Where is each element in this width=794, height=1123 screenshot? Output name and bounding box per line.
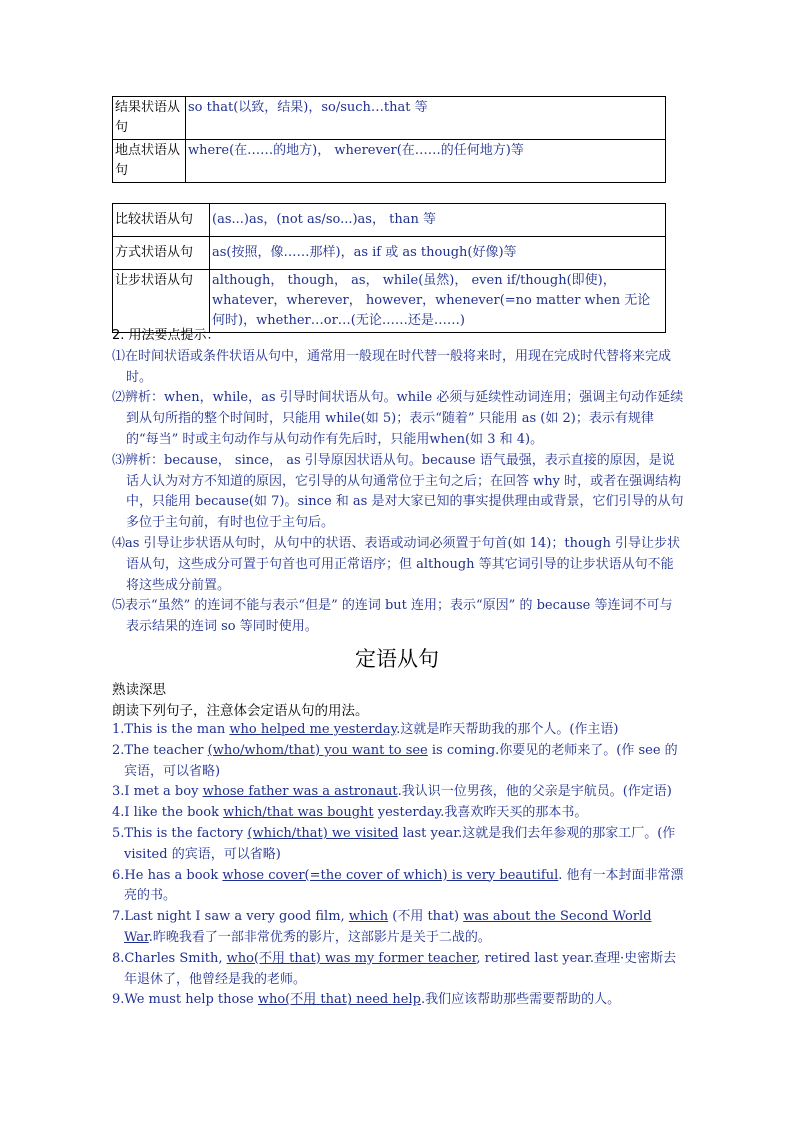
row-value: (as...)as，(not as/so...)as， than 等 — [210, 204, 666, 237]
table-row — [113, 237, 666, 270]
row-label: 结果状语从句 — [113, 97, 186, 140]
table-row — [113, 270, 666, 333]
list-item — [112, 990, 684, 1011]
intro-line-1: 熟读深思 — [112, 682, 166, 698]
row-value: as(按照，像……那样)，as if 或 as though(好像)等 — [210, 237, 666, 270]
sentence-text: (不用 that) — [388, 909, 464, 925]
sentence-text: 9.We must help those — [112, 992, 258, 1008]
note-item: ⑶辨析：because， since， as 引导原因状语从句。because 语气最强，表示直接的原因，是说话人认为对方不知道的原因，它引导的从句通常位于主句之后；在回答 why 时，或者在强调结构中，只能用 because(如 7)。since 和 as 是对大家已知的事实提供理由或背景，它们引导的从句多位于主句前，有时也位于主句后。 — [112, 452, 684, 531]
notes-heading: 2. 用法要点提示： — [112, 328, 220, 343]
clause-underline: who helped me yesterday — [229, 722, 397, 737]
sentence-text: , retired last year.查理·史密斯去年退休了，他曾经是我的老师。 — [124, 950, 677, 987]
note-item: ⑸表示“虽然” 的连词不能与表示“但是” 的连词 but 连用；表示“原因” 的 because 等连词不可与表示结果的连词 so 等同时使用。 — [112, 598, 673, 635]
table-row — [113, 204, 666, 237]
sentence-text: yesterday.我喜欢昨天买的那本书。 — [373, 805, 588, 821]
sentence-text: 6.He has a book — [112, 867, 223, 883]
row-value: where(在……的地方)， wherever(在……的任何地方)等 — [186, 140, 666, 183]
sentence-text: 2.The teacher — [112, 742, 208, 758]
sentence-text: .我认识一位男孩，他的父亲是宇航员。(作定语) — [397, 784, 672, 800]
sentence-text: 3.I met a boy — [112, 784, 203, 800]
list-item — [112, 741, 684, 783]
clause-underline: which — [348, 909, 389, 925]
sentence-text: 5.This is the factory — [112, 825, 248, 841]
section-intro — [112, 680, 684, 722]
sentence-text: 4.I like the book — [112, 805, 224, 821]
list-item — [112, 803, 684, 824]
clause-underline: was about the Second World War — [124, 909, 652, 945]
section-title: 定语从句 — [355, 647, 439, 671]
table-row — [113, 140, 666, 183]
list-item — [112, 720, 684, 741]
sentence-text: .我们应该帮助那些需要帮助的人。 — [420, 992, 621, 1008]
example-sentences — [112, 720, 684, 1011]
clause-underline: who(不用 that) need help — [257, 992, 421, 1008]
clause-underline: whose father was a astronaut — [202, 784, 398, 800]
row-label: 方式状语从句 — [113, 237, 210, 270]
note-item: ⑷as 引导让步状语从句时，从句中的状语、表语或动词必须置于句首(如 14)；though 引导让步状语从句，这些成分可置于句首也可用正常语序；但 although 等其它词引导的让步状语从句不能将这些成分前置。 — [112, 535, 680, 593]
sentence-text: last year.这就是我们去年参观的那家工厂。(作 visited 的宾语，可以省略) — [124, 825, 676, 862]
usage-notes — [112, 326, 684, 638]
intro-line-2: 朗读下列句子，注意体会定语从句的用法。 — [112, 702, 369, 719]
clause-table-2 — [112, 203, 666, 333]
sentence-text: . 他有一本封面非常漂亮的书。 — [124, 867, 684, 904]
sentence-text: .昨晚我看了一部非常优秀的影片，这部影片是关于二战的。 — [148, 929, 491, 945]
list-item — [112, 949, 684, 991]
list-item — [112, 866, 684, 908]
row-label: 让步状语从句 — [113, 270, 210, 333]
table-row — [113, 97, 666, 140]
sentence-text: 1.This is the man — [112, 722, 230, 737]
clause-underline: which/that was bought — [223, 805, 374, 821]
clause-table-1 — [112, 96, 666, 183]
note-item: ⑴在时间状语或条件状语从句中，通常用一般现在时代替一般将来时，用现在完成时代替将来完成时。 — [112, 348, 672, 385]
row-value: although， though， as， while(虽然)， even if/though(即使)，whatever，wherever， however，whenever(=no matter when 无论何时)，whether…or…(无论……还是……) — [210, 270, 666, 333]
clause-underline: (which/that) we visited — [247, 825, 399, 841]
sentence-text: is coming.你要见的老师来了。(作 see 的宾语，可以省略) — [124, 742, 678, 779]
sentence-text: 8.Charles Smith, — [112, 950, 227, 966]
row-label: 比较状语从句 — [113, 204, 210, 237]
sentence-text: .这就是昨天帮助我的那个人。(作主语) — [396, 722, 619, 737]
list-item — [112, 782, 684, 803]
list-item — [112, 824, 684, 866]
note-item: ⑵辨析：when，while，as 引导时间状语从句。while 必须与延续性动词连用；强调主句动作延续到从句所指的整个时间时，只能用 while(如 5)；表示“随着” 只能用 as (如 2)；表示有规律的“每当” 时或主句动作与从句动作有先后时，只能用when(如 3 和 4)。 — [112, 390, 684, 447]
sentence-text: 7.Last night I saw a very good film, — [112, 909, 349, 925]
list-item — [112, 907, 684, 949]
clause-underline: whose cover(=the cover of which) is very beautiful — [222, 867, 559, 883]
clause-underline: (who/whom/that) you want to see — [207, 742, 428, 758]
clause-underline: who(不用 that) was my former teacher — [226, 950, 477, 966]
row-label: 地点状语从句 — [113, 140, 186, 183]
row-value: so that(以致，结果)，so/such…that 等 — [186, 97, 666, 140]
